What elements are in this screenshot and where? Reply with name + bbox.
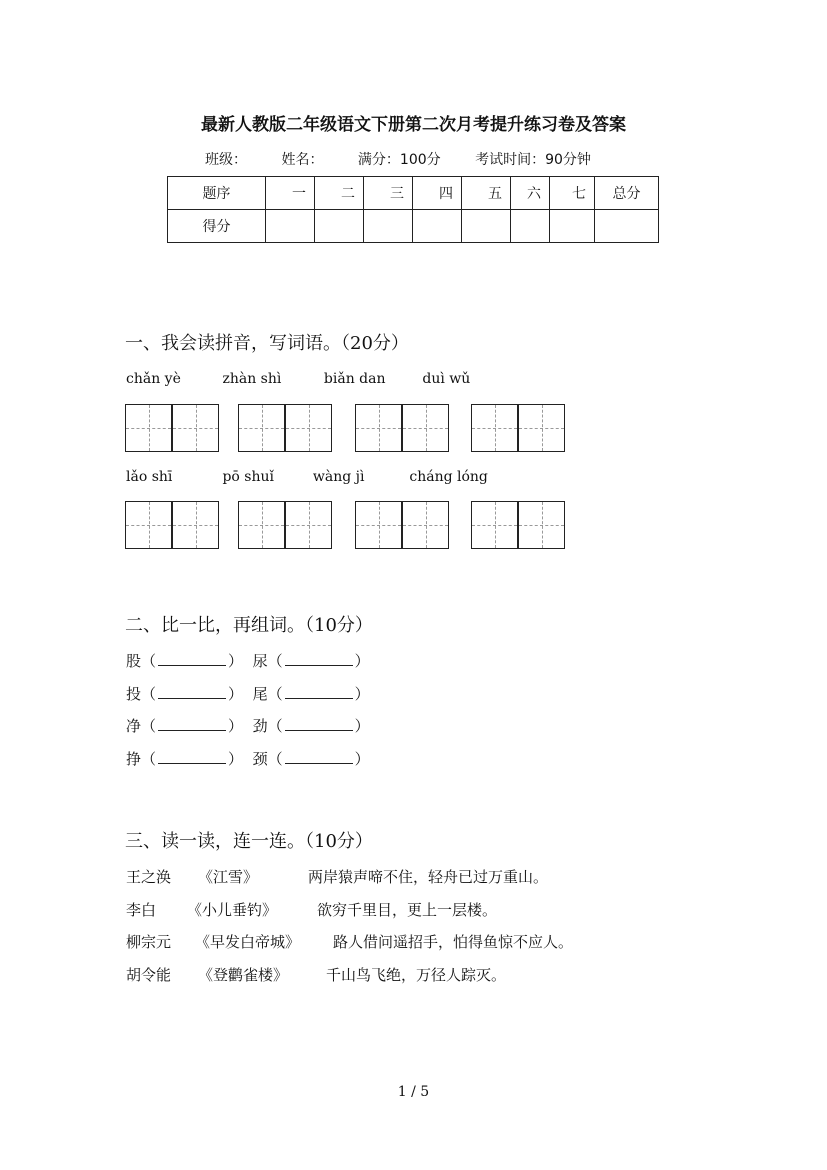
score-cell[interactable] xyxy=(511,210,550,243)
name-label: 姓名： xyxy=(281,152,324,168)
score-cell[interactable] xyxy=(315,210,364,243)
poem-line[interactable]: 千山鸟飞绝，万径人踪灭。 xyxy=(326,966,507,984)
match-row xyxy=(126,964,506,985)
pinyin-item: chǎn yè xyxy=(126,371,181,387)
answer-blank[interactable] xyxy=(285,716,353,731)
writing-grid[interactable] xyxy=(471,404,565,450)
writing-grid[interactable] xyxy=(355,501,449,547)
poem-line[interactable]: 欲穷千里目，更上一层楼。 xyxy=(317,901,498,919)
char: 挣 xyxy=(126,750,142,768)
char: 尾 xyxy=(252,685,268,703)
answer-blank[interactable] xyxy=(285,749,353,764)
score-cell[interactable] xyxy=(550,210,595,243)
poem-title[interactable]: 《小儿垂钓》 xyxy=(187,901,278,919)
section2-heading: 二、比一比，再组词。（10分） xyxy=(125,615,373,636)
pinyin-row-1 xyxy=(126,371,470,387)
score-cell[interactable] xyxy=(266,210,315,243)
author[interactable]: 柳宗元 xyxy=(126,933,172,951)
score-table-score-row xyxy=(168,210,659,243)
score-table xyxy=(167,176,659,243)
char: 投 xyxy=(126,685,142,703)
score-cell[interactable] xyxy=(364,210,413,243)
section3-heading: 三、读一读，连一连。（10分） xyxy=(125,831,373,852)
exam-time: 考试时间：90分钟 xyxy=(475,152,591,168)
page-title: 最新人教版二年级语文下册第二次月考提升练习卷及答案 xyxy=(201,115,626,135)
char: 股 xyxy=(126,652,142,670)
score-cell[interactable] xyxy=(595,210,659,243)
answer-blank[interactable] xyxy=(158,749,226,764)
match-row xyxy=(126,931,573,952)
compare-row: 挣（ ） 颈（ ） xyxy=(126,750,370,768)
header-cell: 三 xyxy=(364,177,413,210)
pinyin-item: cháng lóng xyxy=(409,469,488,485)
header-cell: 四 xyxy=(413,177,462,210)
header-cell: 六 xyxy=(511,177,550,210)
compare-row: 股（ ） 尿（ ） xyxy=(126,652,370,670)
match-row xyxy=(126,899,497,920)
pinyin-item: wàng jì xyxy=(312,469,365,485)
char: 净 xyxy=(126,717,142,735)
pinyin-item: biǎn dan xyxy=(323,371,386,387)
header-cell: 二 xyxy=(315,177,364,210)
section1-heading: 一、我会读拼音，写词语。（20分） xyxy=(125,333,409,354)
poem-title[interactable]: 《登鹳雀楼》 xyxy=(198,966,289,984)
score-table-header-row xyxy=(168,177,659,210)
class-label: 班级： xyxy=(205,152,247,168)
pinyin-item: pō shuǐ xyxy=(222,469,274,485)
writing-grid[interactable] xyxy=(238,404,332,450)
author[interactable]: 李白 xyxy=(126,901,157,919)
header-cell: 五 xyxy=(462,177,511,210)
author[interactable]: 王之涣 xyxy=(126,868,172,886)
pinyin-item: lǎo shī xyxy=(126,469,173,485)
header-cell: 题序 xyxy=(168,177,266,210)
header-cell: 总分 xyxy=(595,177,659,210)
compare-row: 净（ ） 劲（ ） xyxy=(126,717,370,735)
writing-grid[interactable] xyxy=(238,501,332,547)
poem-title[interactable]: 《江雪》 xyxy=(198,868,259,886)
writing-grid[interactable] xyxy=(125,501,219,547)
poem-line[interactable]: 路人借问遥招手，怕得鱼惊不应人。 xyxy=(333,933,574,951)
match-row xyxy=(126,866,548,887)
header-cell: 一 xyxy=(266,177,315,210)
author[interactable]: 胡令能 xyxy=(126,966,172,984)
answer-blank[interactable] xyxy=(285,651,353,666)
page-number: 1 / 5 xyxy=(397,1084,430,1100)
answer-blank[interactable] xyxy=(158,651,226,666)
full-score: 满分：100分 xyxy=(357,152,441,168)
poem-line[interactable]: 两岸猿声啼不住，轻舟已过万重山。 xyxy=(308,868,549,886)
score-label: 得分 xyxy=(168,210,266,243)
char: 尿 xyxy=(252,652,268,670)
answer-blank[interactable] xyxy=(158,716,226,731)
answer-blank[interactable] xyxy=(285,684,353,699)
pinyin-row-2 xyxy=(126,469,488,485)
pinyin-item: zhàn shì xyxy=(222,371,282,387)
header-cell: 七 xyxy=(550,177,595,210)
score-cell[interactable] xyxy=(413,210,462,243)
poem-title[interactable]: 《早发白帝城》 xyxy=(195,933,301,951)
pinyin-item: duì wǔ xyxy=(422,371,471,387)
exam-info xyxy=(205,149,591,169)
writing-grid[interactable] xyxy=(471,501,565,547)
writing-grid[interactable] xyxy=(355,404,449,450)
answer-blank[interactable] xyxy=(158,684,226,699)
writing-grid[interactable] xyxy=(125,404,219,450)
score-cell[interactable] xyxy=(462,210,511,243)
compare-row: 投（ ） 尾（ ） xyxy=(126,685,370,703)
char: 劲 xyxy=(252,717,268,735)
char: 颈 xyxy=(252,750,268,768)
